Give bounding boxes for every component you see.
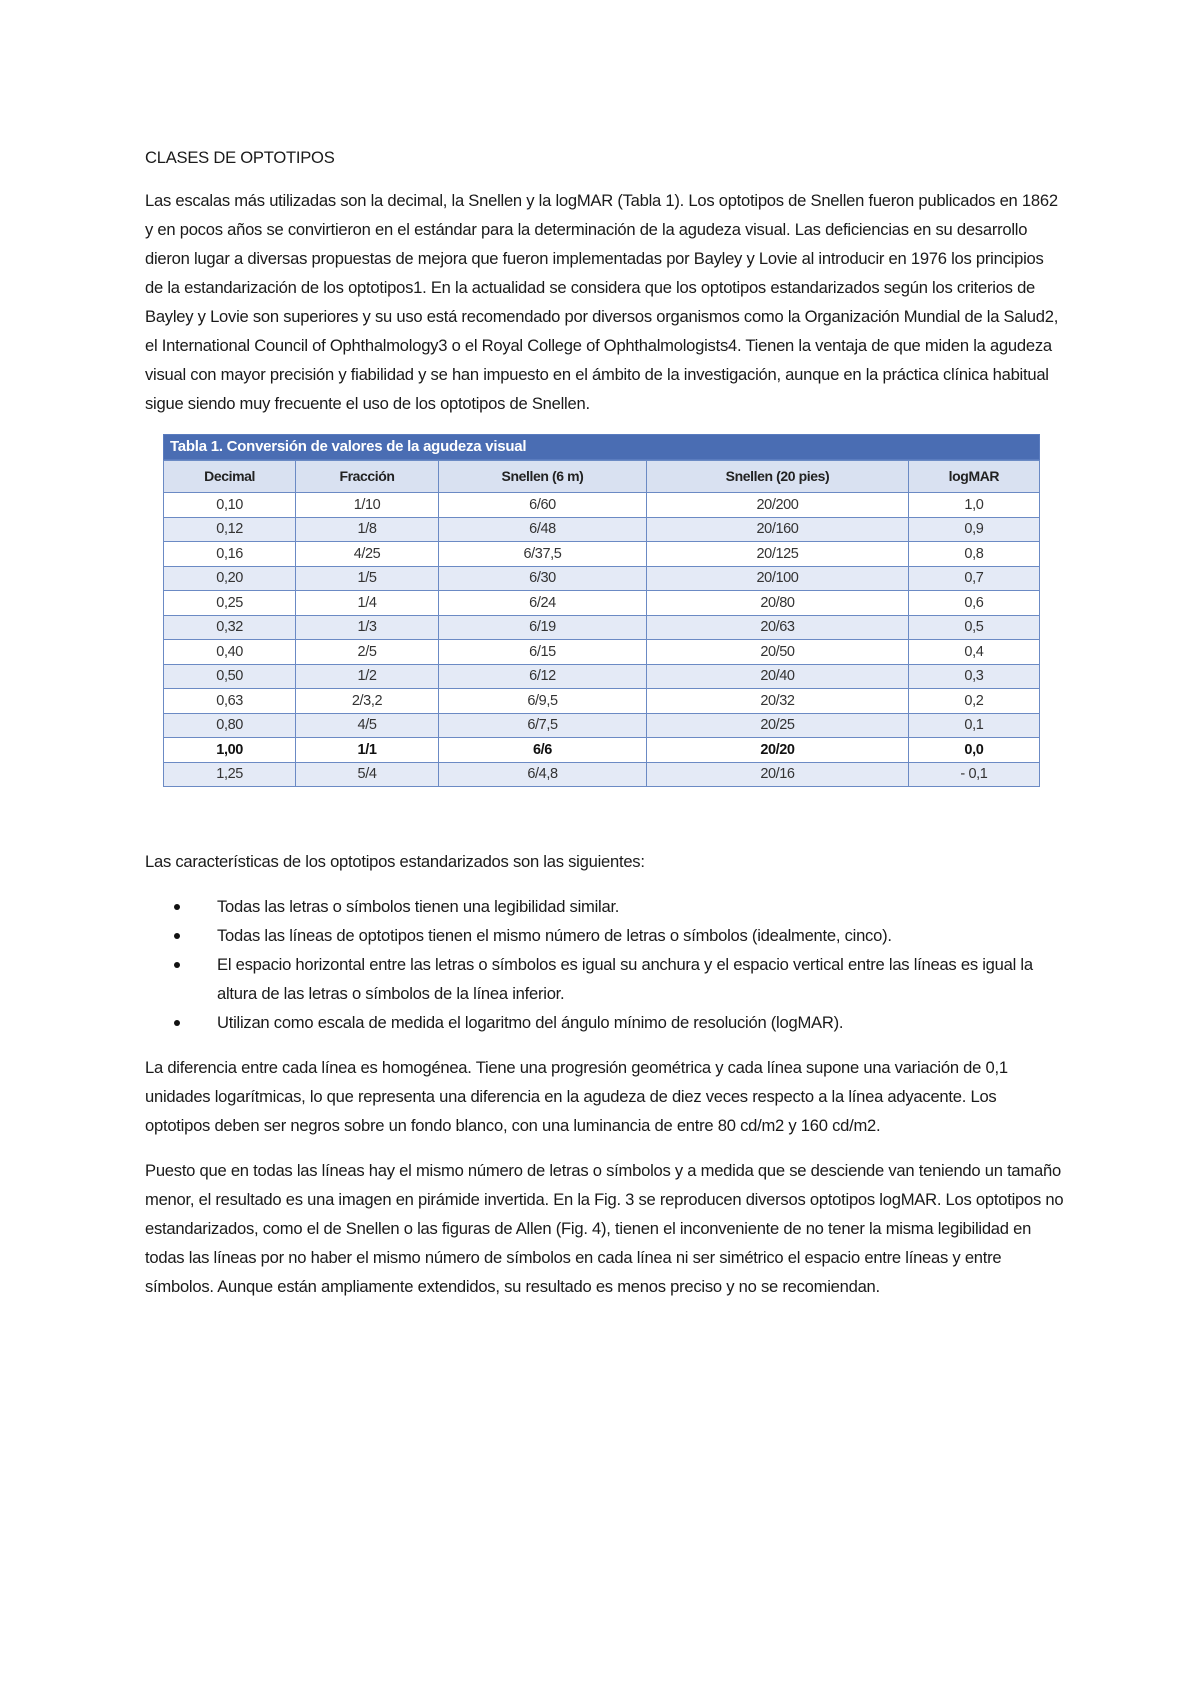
column-header: Decimal	[164, 461, 296, 493]
table-cell: 0,4	[908, 640, 1039, 665]
document-page	[145, 146, 1065, 1317]
table-cell: 6/24	[438, 591, 646, 616]
table-row	[164, 664, 1040, 689]
table-cell: 0,0	[908, 738, 1039, 763]
table-row	[164, 640, 1040, 665]
table-cell: 0,2	[908, 689, 1039, 714]
table-cell: 0,25	[164, 591, 296, 616]
table-cell: 1/3	[296, 615, 439, 640]
table-cell: 0,40	[164, 640, 296, 665]
table-cell: 6/9,5	[438, 689, 646, 714]
table-cell: 0,1	[908, 713, 1039, 738]
table-cell: 1/5	[296, 566, 439, 591]
table-cell: 20/63	[647, 615, 909, 640]
column-header: Snellen (6 m)	[438, 461, 646, 493]
table-row	[164, 542, 1040, 567]
feature-bullet-item: Todas las líneas de optotipos tienen el mismo número de letras o símbolos (idealmente, cinco).	[217, 921, 1065, 950]
conversion-table	[163, 460, 1040, 787]
table-cell: 1/8	[296, 517, 439, 542]
section-heading: CLASES DE OPTOTIPOS	[145, 148, 335, 167]
table-cell: 20/50	[647, 640, 909, 665]
table-cell: 20/160	[647, 517, 909, 542]
table-row	[164, 615, 1040, 640]
table-cell: 20/32	[647, 689, 909, 714]
table-cell: 2/5	[296, 640, 439, 665]
table-cell: 1,00	[164, 738, 296, 763]
table-cell: 0,8	[908, 542, 1039, 567]
table-cell: 6/15	[438, 640, 646, 665]
table-cell: 0,12	[164, 517, 296, 542]
intro-paragraph: Las escalas más utilizadas son la decimal, la Snellen y la logMAR (Tabla 1). Los optotipos de Snellen fueron publicados en 1862 y en pocos años se convirtieron en el estándar para la determinación de la agudeza visual. Las deficiencias en su desarrollo dieron lugar a diversas propuestas de mejora que fueron implementadas por Bayley y Lovie al introducir en 1976 los principios de la estandarización de los optotipos1. En la actualidad se considera que los optotipos estandarizados según los criterios de Bayley y Lovie son superiores y su uso está recomendado por diversos organismos como la Organización Mundial de la Salud2, el International Council of Ophthalmology3 o el Royal College of Ophthalmologists4. Tienen la ventaja de que miden la agudeza visual con mayor precisión y fiabilidad y se han impuesto en el ámbito de la investigación, aunque en la práctica clínica habitual sigue siendo muy frecuente el uso de los optotipos de Snellen.	[145, 191, 1059, 413]
table-cell: 0,6	[908, 591, 1039, 616]
table-cell: 1/2	[296, 664, 439, 689]
table-row	[164, 689, 1040, 714]
table-cell: 1,0	[908, 493, 1039, 518]
column-header: logMAR	[908, 461, 1039, 493]
table-cell: - 0,1	[908, 762, 1039, 787]
feature-bullet-item: Todas las letras o símbolos tienen una legibilidad similar.	[217, 892, 1065, 921]
table-cell: 20/40	[647, 664, 909, 689]
table-cell: 6/12	[438, 664, 646, 689]
table-row	[164, 517, 1040, 542]
table-cell: 6/60	[438, 493, 646, 518]
table-cell: 1,25	[164, 762, 296, 787]
column-header: Fracción	[296, 461, 439, 493]
table-header-row	[164, 461, 1040, 493]
table-cell: 20/25	[647, 713, 909, 738]
table-cell: 0,32	[164, 615, 296, 640]
table-row	[164, 566, 1040, 591]
feature-bullet-item: El espacio horizontal entre las letras o símbolos es igual su anchura y el espacio vertical entre las líneas es igual la altura de las letras o símbolos de la línea inferior.	[217, 950, 1065, 1008]
table-row	[164, 591, 1040, 616]
table-cell: 6/6	[438, 738, 646, 763]
table-row	[164, 738, 1040, 763]
table-cell: 0,3	[908, 664, 1039, 689]
table-cell: 6/7,5	[438, 713, 646, 738]
table-cell: 0,63	[164, 689, 296, 714]
table-cell: 6/48	[438, 517, 646, 542]
table-title: Tabla 1. Conversión de valores de la agudeza visual	[163, 434, 1040, 460]
table-cell: 6/19	[438, 615, 646, 640]
table-cell: 20/100	[647, 566, 909, 591]
table-cell: 1/4	[296, 591, 439, 616]
table-cell: 0,7	[908, 566, 1039, 591]
features-intro: Las características de los optotipos estandarizados son las siguientes:	[145, 852, 645, 871]
table-cell: 20/200	[647, 493, 909, 518]
table-cell: 20/80	[647, 591, 909, 616]
paragraph-2: La diferencia entre cada línea es homogénea. Tiene una progresión geométrica y cada línea supone una variación de 0,1 unidades logarítmicas, lo que representa una diferencia en la agudeza de diez veces respecto a la línea adyacente. Los optotipos deben ser negros sobre un fondo blanco, con una luminancia de entre 80 cd/m2 y 160 cd/m2.	[145, 1058, 1008, 1135]
table-cell: 0,80	[164, 713, 296, 738]
table-row	[164, 493, 1040, 518]
table-cell: 4/5	[296, 713, 439, 738]
table-cell: 6/30	[438, 566, 646, 591]
features-list	[145, 892, 1065, 1037]
table-cell: 6/4,8	[438, 762, 646, 787]
table-cell: 5/4	[296, 762, 439, 787]
table-cell: 0,5	[908, 615, 1039, 640]
table-cell: 0,20	[164, 566, 296, 591]
table-cell: 20/125	[647, 542, 909, 567]
table-cell: 0,50	[164, 664, 296, 689]
table-cell: 0,16	[164, 542, 296, 567]
table-cell: 2/3,2	[296, 689, 439, 714]
table-cell: 20/20	[647, 738, 909, 763]
table-cell: 0,9	[908, 517, 1039, 542]
table-row	[164, 762, 1040, 787]
table-row	[164, 713, 1040, 738]
table-cell: 4/25	[296, 542, 439, 567]
column-header: Snellen (20 pies)	[647, 461, 909, 493]
paragraph-3: Puesto que en todas las líneas hay el mismo número de letras o símbolos y a medida que se desciende van teniendo un tamaño menor, el resultado es una imagen en pirámide invertida. En la Fig. 3 se reproducen diversos optotipos logMAR. Los optotipos no estandarizados, como el de Snellen o las figuras de Allen (Fig. 4), tienen el inconveniente de no tener la misma legibilidad en todas las líneas por no haber el mismo número de símbolos en cada línea ni ser simétrico el espacio entre líneas y entre símbolos. Aunque están ampliamente extendidos, su resultado es menos preciso y no se recomiendan.	[145, 1161, 1064, 1296]
table-cell: 1/1	[296, 738, 439, 763]
table-cell: 1/10	[296, 493, 439, 518]
feature-bullet-item: Utilizan como escala de medida el logaritmo del ángulo mínimo de resolución (logMAR).	[217, 1008, 1065, 1037]
table-cell: 20/16	[647, 762, 909, 787]
conversion-table-figure	[163, 434, 1040, 787]
table-cell: 0,10	[164, 493, 296, 518]
table-cell: 6/37,5	[438, 542, 646, 567]
